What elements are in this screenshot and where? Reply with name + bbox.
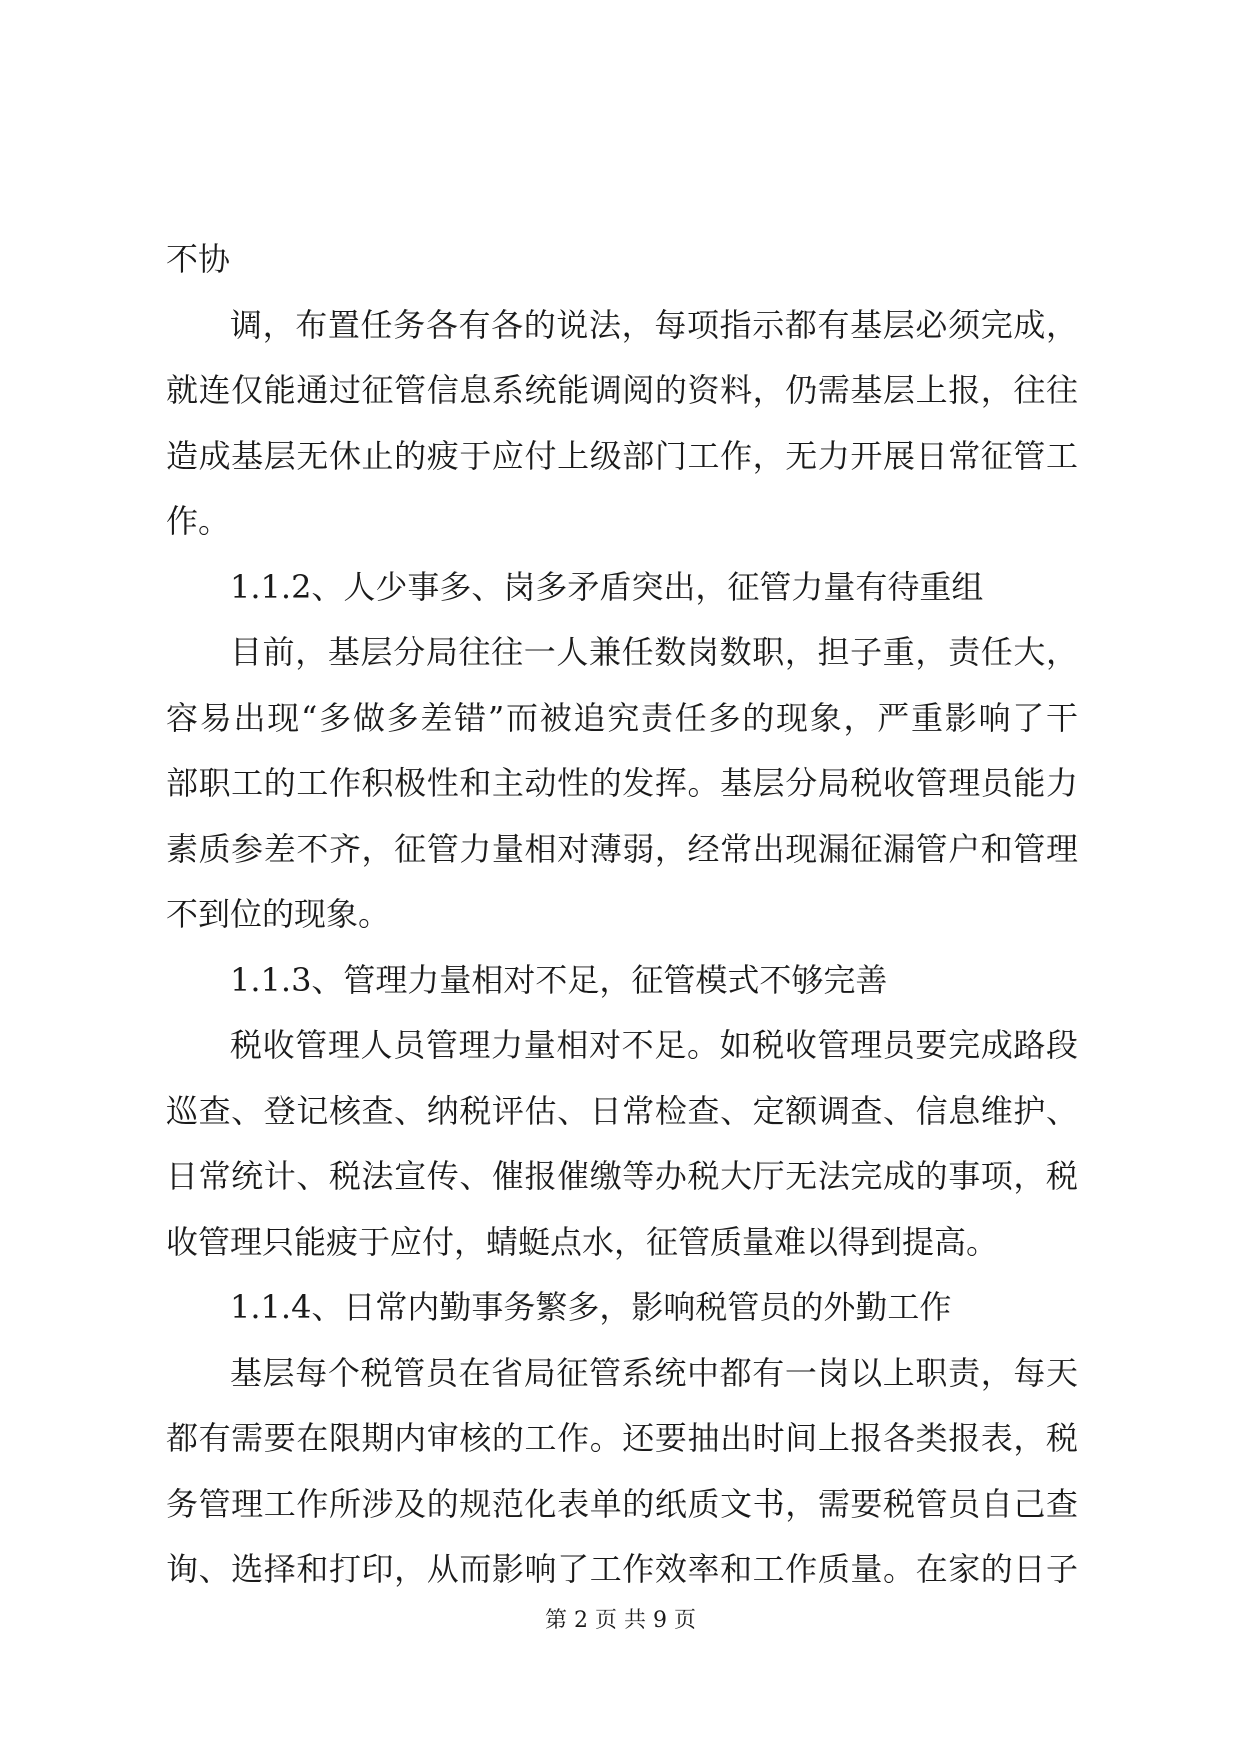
text-line: 基层每个税管员在省局征管系统中都有一岗以上职责，每天 [230,1353,1078,1392]
section-heading: 1.1.4、日常内勤事务繁多，影响税管员的外勤工作 [230,1288,952,1326]
text-line: 询、选择和打印，从而影响了工作效率和工作质量。在家的日子 [166,1550,1078,1588]
text-line: 收管理只能疲于应付，蜻蜓点水，征管质量难以得到提高。 [166,1222,999,1261]
text-line: 造成基层无休止的疲于应付上级部门工作，无力开展日常征管工 [166,436,1078,475]
text-line: 就连仅能通过征管信息系统能调阅的资料，仍需基层上报，往往 [166,371,1078,409]
page-number-footer: 第 2 页 共 9 页 [545,1608,696,1633]
text-line: 目前，基层分局往往一人兼任数岗数职，担子重，责任大， [230,633,1078,671]
text-line: 部职工的工作积极性和主动性的发挥。基层分局税收管理员能力 [166,764,1078,802]
text-line: 日常统计、税法宣传、催报催缴等办税大厅无法完成的事项，税 [166,1157,1078,1195]
text-line: 税收管理人员管理力量相对不足。如税收管理员要完成路段 [230,1026,1078,1064]
text-line: 调，布置任务各有各的说法，每项指示都有基层必须完成， [230,305,1078,344]
text-line: 巡查、登记核查、纳税评估、日常检查、定额调查、信息维护、 [166,1091,1078,1130]
text-line: 都有需要在限期内审核的工作。还要抽出时间上报各类报表，税 [166,1419,1078,1457]
text-line: 素质参差不齐，征管力量相对薄弱，经常出现漏征漏管户和管理 [166,829,1078,868]
text-line: 容易出现“多做多差错”而被追究责任多的现象，严重影响了干 [166,698,1078,737]
section-heading: 1.1.3、管理力量相对不足，征管模式不够完善 [230,960,888,999]
text-line: 务管理工作所涉及的规范化表单的纸质文书，需要税管员自己查 [166,1484,1078,1523]
text-line: 作。 [166,502,231,540]
text-line: 不协 [166,240,231,278]
document-body [166,227,1078,1603]
text-line: 不到位的现象。 [166,895,391,933]
section-heading: 1.1.2、人少事多、岗多矛盾突出，征管力量有待重组 [230,567,984,606]
